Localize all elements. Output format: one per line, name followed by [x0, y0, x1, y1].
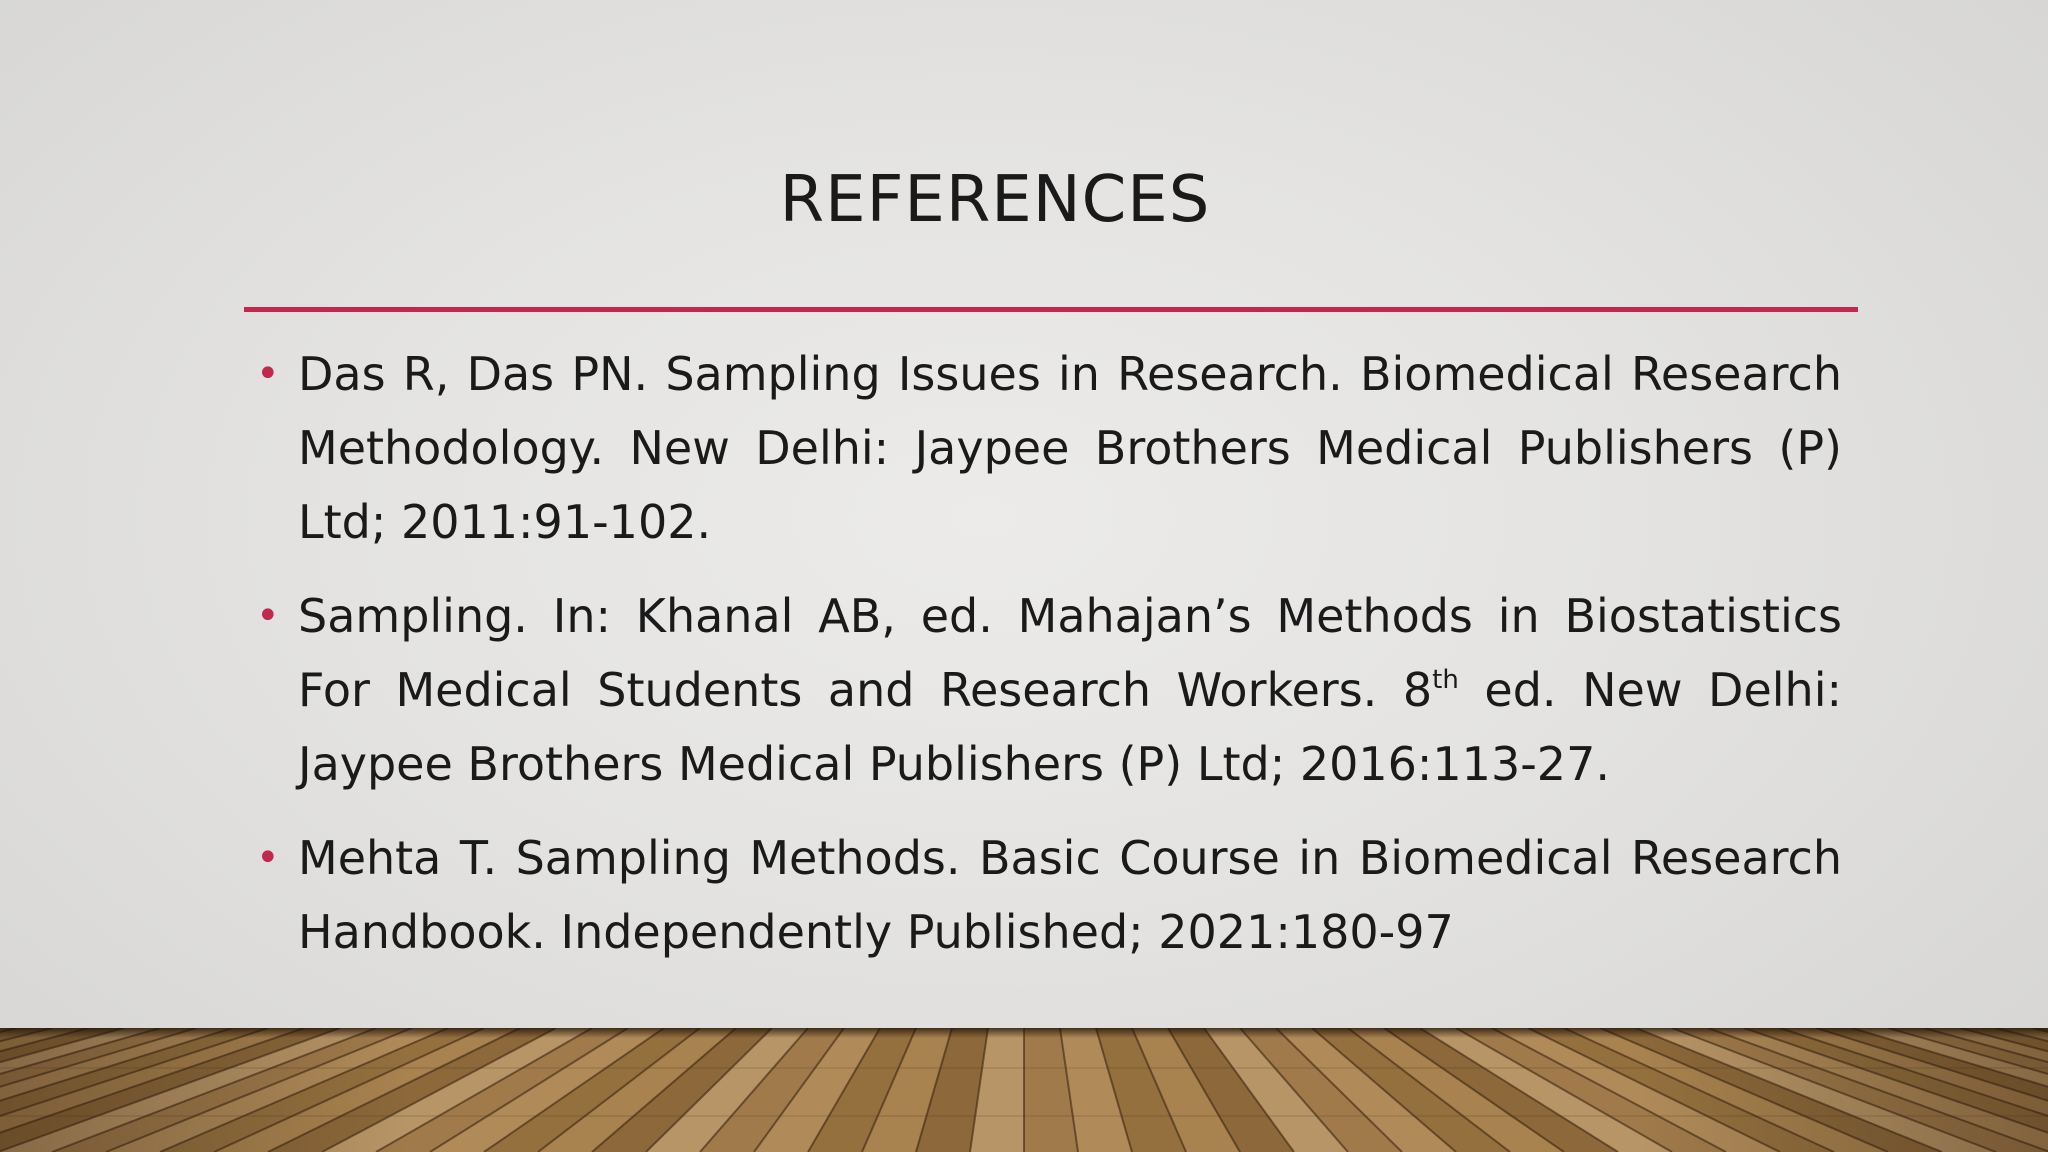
reference-text: Mehta T. Sampling Methods. Basic Course in Biomedical Research Handbook. Independently Published; 2021:180-97: [298, 831, 1842, 959]
reference-text: Das R, Das PN. Sampling Issues in Research. Biomedical Research Methodology. New Delhi: Jaypee Brothers Medical Publishers (P) Ltd; 2011:91-102.: [298, 347, 1842, 549]
reference-item: [250, 821, 1842, 969]
reference-text-part: Sampling. In: Khanal AB, ed. Mahajan’s Methods in Biostatistics For Medical Students and Research Workers. 8: [298, 589, 1842, 717]
floor-shade: [0, 1028, 2048, 1152]
reference-text-part: ed. New Delhi: Jaypee Brothers Medical Publishers (P) Ltd; 2016:113-27.: [298, 663, 1842, 791]
reference-item: [250, 337, 1842, 559]
bullet-icon: •: [256, 835, 280, 881]
reference-list: [250, 337, 1842, 989]
wooden-floor: [0, 1028, 2048, 1152]
ordinal-superscript: th: [1432, 665, 1459, 695]
title-underline: [244, 307, 1858, 312]
floor-edge: [0, 1028, 2048, 1038]
bullet-icon: •: [256, 351, 280, 397]
bullet-icon: •: [256, 593, 280, 639]
reference-item: [250, 579, 1842, 801]
reference-text: [298, 589, 1842, 791]
slide-title: REFERENCES: [779, 163, 1211, 237]
